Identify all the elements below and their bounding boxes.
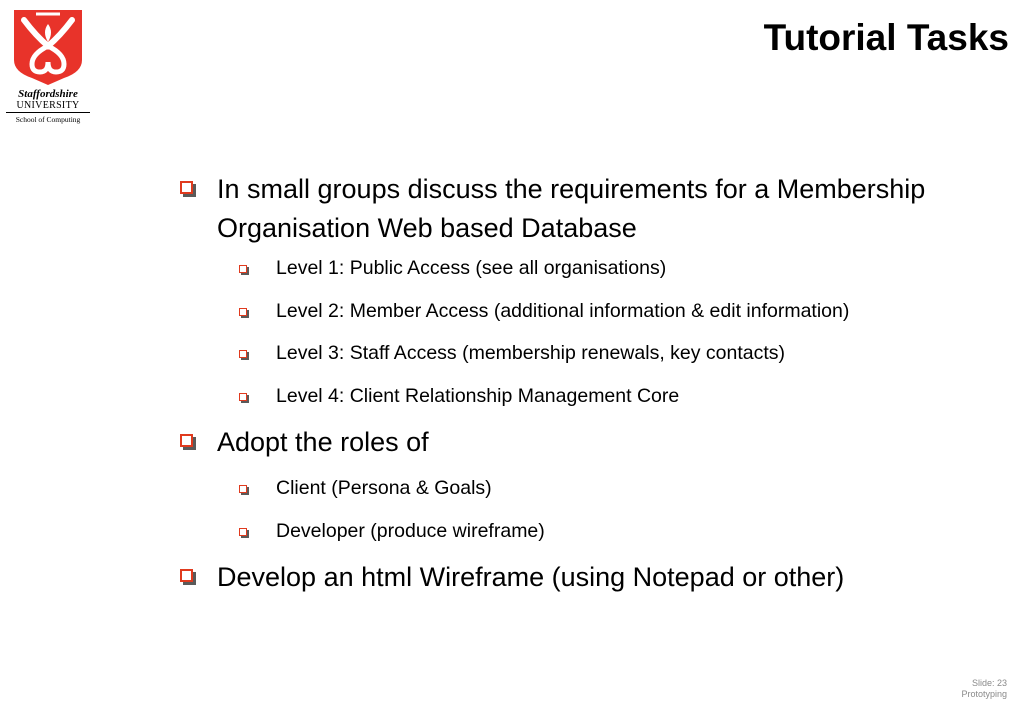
sub-bullet-item-level-3 (178, 341, 988, 365)
sub-bullet-item-developer (178, 519, 988, 543)
sub-bullet-text: Developer (produce wireframe) (276, 520, 545, 542)
staffordshire-knot-shield-icon (6, 6, 90, 88)
logo-name-text: Staffordshire (18, 88, 78, 100)
hollow-square-bullet-icon (180, 434, 193, 447)
hollow-square-bullet-icon (180, 181, 193, 194)
hollow-square-bullet-icon (239, 265, 247, 273)
slide-number: Slide: 23 (971, 678, 1007, 688)
hollow-square-bullet-icon (239, 485, 247, 493)
sub-bullet-text: Client (Persona & Goals) (276, 477, 492, 499)
bullet-text: In small groups discuss the requirements for a Membership Organisation Web based Database (217, 174, 926, 243)
hollow-square-bullet-icon (239, 350, 247, 358)
bullet-item-adopt-roles (178, 423, 988, 462)
sub-bullet-text: Level 4: Client Relationship Management Core (276, 385, 680, 407)
sub-bullet-item-client (178, 476, 988, 500)
sub-bullet-item-level-4 (178, 384, 988, 408)
logo-school-text: School of Computing (15, 115, 81, 124)
hollow-square-bullet-icon (239, 528, 247, 536)
bullet-item-discuss-requirements (178, 170, 988, 248)
sub-bullet-item-level-1 (178, 256, 988, 280)
sub-bullet-item-level-2 (178, 299, 988, 323)
section-label: Prototyping (961, 689, 1007, 699)
bullet-text: Develop an html Wireframe (using Notepad or other) (217, 562, 845, 592)
hollow-square-bullet-icon (180, 569, 193, 582)
hollow-square-bullet-icon (239, 308, 247, 316)
university-logo (6, 6, 90, 128)
logo-university-text: UNIVERSITY (6, 100, 90, 113)
sub-bullet-text: Level 2: Member Access (additional information & edit information) (276, 300, 850, 322)
slide-title: Tutorial Tasks (763, 17, 1009, 58)
bullet-text: Adopt the roles of (217, 427, 429, 457)
hollow-square-bullet-icon (239, 393, 247, 401)
sub-bullet-text: Level 3: Staff Access (membership renewals, key contacts) (276, 342, 786, 364)
sub-bullet-text: Level 1: Public Access (see all organisations) (276, 257, 667, 279)
bullet-list (178, 170, 988, 597)
bullet-item-develop-wireframe (178, 558, 988, 597)
slide-footer (961, 678, 1007, 700)
